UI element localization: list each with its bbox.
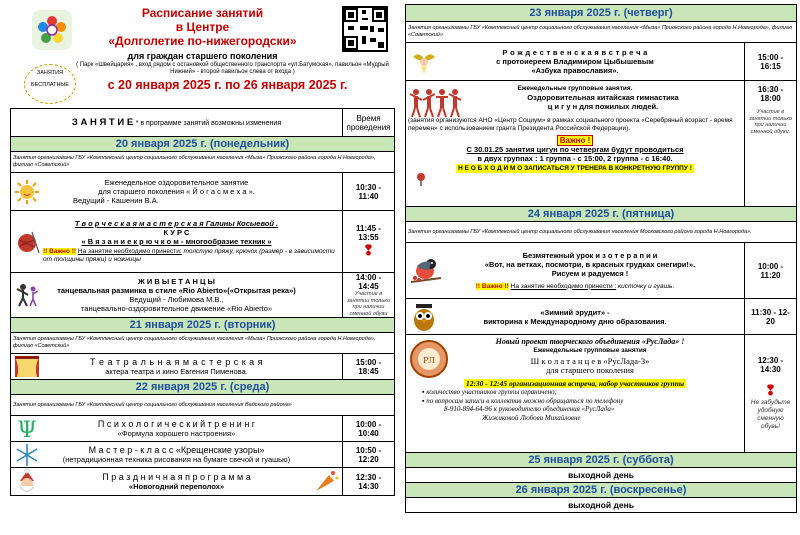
event-time: 12:30 - 14:30 (757, 356, 784, 374)
free-classes-badge: ЗАНЯТИЯ БЕСПЛАТНЫЕ (24, 64, 76, 104)
organizer-20: Занятия организованы ГБУ «Комплексный центр социального обслуживания населения «Мыза» Приокского района города Н.Новгорода», филиал «Советский» (11, 152, 395, 173)
organizer-22: Занятия организованы ГБУ «Комплексный центр социального обслуживания населения Вадского района» (11, 395, 395, 416)
event-time: 14:00 - 14:45 (355, 273, 382, 291)
ruslada-logo-icon (409, 339, 449, 379)
event-row: Т в о р ч е с к а я м а с т е р с к а я Галины Косыевой . К У Р С « В я з а н и е к р ю ч к о м - многообразие техник » !! Важно !! На занятие необходимо принести: толстую пряжу, крючок (размер - в зависимости от толщины пряжи) и ножницы 11:45 - 13:55 ❢ (11, 211, 395, 273)
flower-logo-icon (35, 13, 69, 47)
day-header-21: 21 января 2025 г. (вторник) (11, 318, 395, 333)
event-time: 15:00 - 16:15 (745, 43, 797, 81)
schedule-table-left (10, 108, 395, 496)
event-time: 15:00 - 18:45 (343, 354, 395, 380)
event-row: П р а з д н и ч н а я п р о г р а м м а «Новогодний переполох» 12:30 - 14:30 (11, 468, 395, 496)
qigong-figures-icon (409, 88, 463, 118)
important-label: !! Важно !! (475, 282, 509, 290)
changes-note: * в программе занятий возможны изменения (135, 120, 282, 127)
column-header-time: Время проведения (343, 109, 395, 137)
event-time: 11:45 - 13:55 (356, 224, 381, 242)
event-row: РЛ Новый проект творческого объединения «РусЛада» ! Еженедельные групповые занятия Ш к о л а т а н ц е в «РусЛада-3» для старшего поколения 12:30 - 12:45 организационная встреча, набор участников группы ▪ количество участников группы ограничено; ▪ по вопросам записи в коллектив можно обращаться по телефону 8-910-894-64-96 к руководителю объединения «РусЛада» Жижиковой Любови Михайловне 12:30 - 14:30 ❢ Не забудьте удобную сменную обувь! (406, 335, 797, 453)
svg-text:Ψ: Ψ (17, 417, 37, 442)
event-row: М а с т е р - к л а с с «Крещенские узоры» (нетрадиционная техника рисования на бумаге свечой и гуашью) 10:50 - 12:20 (11, 442, 395, 468)
day-header-25: 25 января 2025 г. (суббота) (406, 453, 797, 468)
organizer-23: Занятия организованы ГБУ «Комплексный центр социального обслуживания населения «Мыза» Приокского района города Н.Новгорода», филиал «Советский» (406, 22, 797, 43)
day-header-24: 24 января 2025 г. (пятница) (406, 207, 797, 222)
svg-text:РЛ: РЛ (422, 356, 436, 365)
sun-icon (14, 179, 40, 205)
day-header-26: 26 января 2025 г. (воскресенье) (406, 483, 797, 498)
pin-icon (414, 172, 428, 186)
important-label: !! Важно !! (43, 248, 77, 255)
event-row: Ж И В Ы Е Т А Н Ц Ы танцевальная разминка в стиле «Rio Abierto»(«Открытая река») Ведущий - Любимова М.В., танцевально-оздоровительное движение «Rio Abierto» 14:00 - 14:45 Участие в занятии только при наличии сменной обуви (11, 273, 395, 318)
address: ( Парк «Швейцария» , вход рядом с остановкой общественного транспорта «ул.Батумская», павильон «Мудрый Нижний» - второй павильон слева от входа ) (76, 62, 389, 75)
day-header-23: 23 января 2025 г. (четверг) (406, 5, 797, 22)
center-logo (32, 10, 72, 50)
organizer-24: Занятия организованы ГБУ «Комплексный центр социального обслуживания населения Московского района города Н.Новгорода». (406, 222, 797, 243)
event-time: 16:30 - 18:00 (757, 85, 784, 103)
phone-number: 8-910-894-64-96 (444, 405, 492, 413)
psi-icon (14, 416, 40, 442)
schedule-title-2: в Центре (175, 20, 230, 34)
theater-stage-icon (14, 354, 40, 380)
audience-subtitle: для граждан старшего поколения (127, 51, 278, 61)
event-row: Т е а т р а л ь н а я м а с т е р с к а я актера театра и кино Евгения Пименова. 15:00 - 18:45 (11, 354, 395, 380)
left-column (10, 0, 395, 496)
qr-code[interactable] (342, 6, 388, 52)
snowflake-icon (14, 442, 40, 468)
yarn-ball-icon (14, 229, 40, 255)
santa-icon (14, 469, 40, 495)
event-time: 10:00 - 11:20 (745, 243, 797, 299)
event-row: «Зимний эрудит» - викторина к Международному дню образования. 11:30 - 12-20 (406, 299, 797, 335)
schedule-title: Расписание занятий (141, 6, 264, 20)
qr-code-icon (344, 8, 386, 50)
event-time: 11:30 - 12-20 (745, 299, 797, 335)
page-header (10, 0, 395, 108)
event-row: Безмятежный урок и з о т е р а п и и «Вот, на ветках, посмотри, в красных грудках снегири!». Рисуем и радуемся ! !! Важно !! На занятие необходимо принести : кисточку и гуашь. 10:00 - 11:20 (406, 243, 797, 299)
event-row: Еженедельное оздоровительное занятие для старшего поколения « Й о г а с м е х а ». Ведущий - Кашенин В.А. 10:30 - 11:40 (11, 173, 395, 211)
event-row: Р о ж д е с т в е н с к а я в с т р е ч а с протоиереем Владимиром Цыбышевым «Азбука православия». 15:00 - 16:15 (406, 43, 797, 81)
event-row: Еженедельные групповые занятия. Оздоровительная китайская гимнастика ц и г у н для пожилых людей. (занятия организуются АНО «Центр Социум» в рамках социального проекта «Серебряный возраст - время перемен» с использованием гранта Президента Российской Федерации). Важно ! С 30.01.25 занятия цигун по четвергам будут проводиться в двух группах : 1 группа - с 15:00, 2 группа - с 16:40. Н Е О Б Х О Д И М О ЗАПИСАТЬСЯ У ТРЕНЕРА В КОНКРЕТНУЮ ГРУППУ ! 16:30 - 18:00 Участие в занятии только при наличии сменной обуви. (406, 81, 797, 207)
center-name: «Долголетие по-нижегородски» (108, 34, 297, 48)
event-time: 10:30 - 11:40 (343, 173, 395, 211)
column-header-class: З А Н Я Т И Е (71, 117, 134, 128)
organizer-21: Занятия организованы ГБУ «Комплексный центр социального обслуживания населения «Мыза» Приокского района города Н.Новгорода», филиал «Советский» (11, 333, 395, 354)
owl-icon (409, 302, 439, 332)
pin-icon: ❢ (764, 382, 777, 398)
pin-icon: ❢ (362, 242, 375, 258)
angel-icon (409, 49, 439, 75)
schedule-table-right (405, 4, 797, 513)
dancers-icon (14, 282, 40, 308)
event-time: 12:30 - 14:30 (343, 468, 395, 496)
period-dates: с 20 января 2025 г. по 26 января 2025 г. (107, 78, 348, 92)
event-time: 10:50 - 12:20 (343, 442, 395, 468)
event-time: 10:00 - 10:40 (343, 416, 395, 442)
day-header-22: 22 января 2025 г. (среда) (11, 380, 395, 395)
day-header-20: 20 января 2025 г. (понедельник) (11, 137, 395, 152)
important-label: Важно ! (557, 135, 594, 146)
day-off-25: выходной день (406, 468, 797, 483)
bullfinch-icon (409, 254, 443, 288)
party-horn-icon (313, 469, 339, 495)
event-row: Ψ П с и х о л о г и ч е с к и й т р е н и н г «Формула хорошего настроения» 10:00 - 10:40 (11, 416, 395, 442)
day-off-26: выходной день (406, 498, 797, 513)
right-column (405, 4, 797, 513)
